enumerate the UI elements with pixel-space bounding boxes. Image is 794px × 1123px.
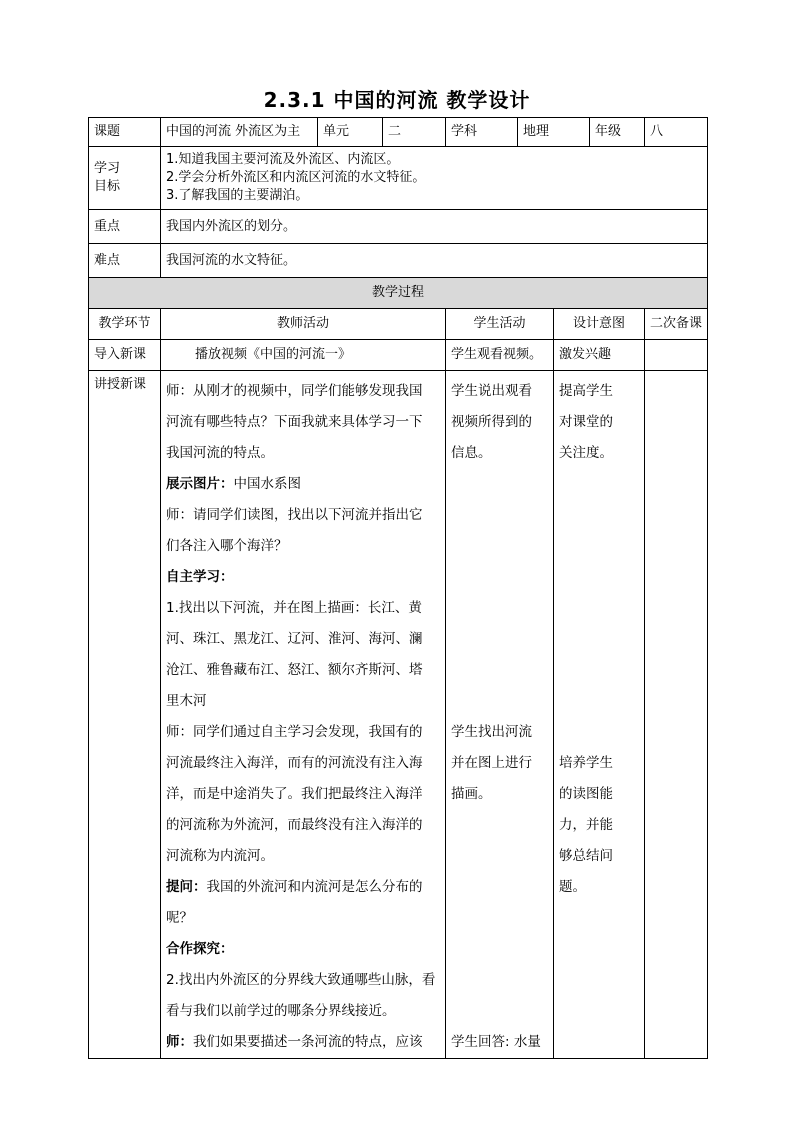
text-line	[451, 500, 548, 531]
col-header-student: 学生活动	[446, 309, 554, 340]
col-header-intent: 设计意图	[554, 309, 645, 340]
goals-list	[161, 147, 708, 210]
main-intent	[554, 371, 645, 1059]
text-line: 河流最终注入海洋，而有的河流没有注入海	[166, 755, 423, 771]
text-line	[559, 500, 639, 531]
text-line	[166, 1027, 440, 1058]
intro-stage: 导入新课	[89, 340, 161, 371]
difficulty-label: 难点	[89, 244, 161, 278]
topic-label: 课题	[89, 118, 161, 147]
column-header-row	[89, 309, 708, 340]
text-line	[166, 934, 440, 965]
text-line: 信息。	[451, 445, 492, 461]
text-line: 河流有哪些特点？下面我就来具体学习一下	[166, 414, 423, 430]
text-line: 1.找出以下河流，并在图上描画：长江、黄	[166, 600, 422, 616]
col-header-stage: 教学环节	[89, 309, 161, 340]
bold-lead: 自主学习：	[166, 569, 234, 585]
main-student	[446, 371, 554, 1059]
line-text: 中国水系图	[233, 476, 301, 492]
text-line: 并在图上进行	[451, 755, 532, 771]
bold-lead: 提问：	[166, 879, 207, 895]
text-line: 河、珠江、黑龙江、辽河、淮河、海河、澜	[166, 631, 423, 647]
text-line: 的河流称为外流河，而最终没有注入海洋的	[166, 817, 423, 833]
text-line	[166, 872, 440, 903]
text-line: 沧江、雅鲁藏布江、怒江、额尔齐斯河、塔	[166, 662, 423, 678]
text-line	[451, 655, 548, 686]
text-line	[451, 593, 548, 624]
text-line	[451, 872, 548, 903]
line-text: 我国的外流河和内流河是怎么分布的	[206, 879, 423, 895]
bold-lead: 合作探究：	[166, 941, 234, 957]
main-teacher	[161, 371, 446, 1059]
text-line: 培养学生	[559, 755, 613, 771]
text-line: 看与我们以前学过的哪条分界线接近。	[166, 1003, 396, 1019]
lesson-plan-table	[88, 117, 708, 1059]
goals-row	[89, 147, 708, 210]
key-point-row	[89, 210, 708, 244]
text-line: 学生找出河流	[451, 724, 532, 740]
subject-label: 学科	[446, 118, 518, 147]
key-point-text: 我国内外流区的划分。	[161, 210, 708, 244]
text-line: 提高学生	[559, 383, 613, 399]
unit-value: 二	[383, 118, 446, 147]
text-line: 呢？	[166, 910, 193, 926]
text-line	[451, 686, 548, 717]
intro-intent: 激发兴趣	[554, 340, 645, 371]
text-line	[559, 717, 639, 748]
text-line	[166, 562, 440, 593]
subject-value: 地理	[518, 118, 590, 147]
text-line	[451, 469, 548, 500]
grade-label: 年级	[590, 118, 645, 147]
key-point-label: 重点	[89, 210, 161, 244]
text-line	[451, 934, 548, 965]
text-line	[559, 686, 639, 717]
text-line: 里木河	[166, 693, 207, 709]
text-line	[166, 469, 440, 500]
process-header-row	[89, 278, 708, 309]
text-line: 师：同学们通过自主学习会发现，我国有的	[166, 724, 423, 740]
text-line	[451, 624, 548, 655]
text-line: 师：请同学们读图，找出以下河流并指出它	[166, 507, 423, 523]
text-line: 力，并能	[559, 817, 613, 833]
line-text: 我们如果要描述一条河流的特点，应该	[193, 1034, 423, 1050]
text-line	[451, 841, 548, 872]
text-line: 视频所得到的	[451, 414, 532, 430]
difficulty-text: 我国河流的水文特征。	[161, 244, 708, 278]
text-line	[559, 562, 639, 593]
goal-item: 2.学会分析外流区和内流区河流的水文特征。	[166, 170, 426, 185]
text-line	[451, 996, 548, 1027]
text-line: 的读图能	[559, 786, 613, 802]
text-line: 够总结问	[559, 848, 613, 864]
intro-student: 学生观看视频。	[446, 340, 554, 371]
text-line: 描画。	[451, 786, 492, 802]
grade-value: 八	[645, 118, 708, 147]
text-line: 学生说出观看	[451, 383, 532, 399]
text-line	[451, 562, 548, 593]
text-line	[451, 531, 548, 562]
document-title: 2.3.1 中国的河流 教学设计	[263, 88, 531, 112]
bold-lead: 师：	[166, 1034, 193, 1050]
text-line: 关注度。	[559, 445, 613, 461]
text-line	[451, 965, 548, 996]
process-header: 教学过程	[89, 278, 708, 309]
info-row	[89, 118, 708, 147]
main-stage: 讲授新课	[89, 371, 161, 1059]
text-line	[451, 903, 548, 934]
text-line: 师：从刚才的视频中，同学们能够发现我国	[166, 383, 423, 399]
text-line: 学生回答: 水量	[451, 1034, 541, 1050]
text-line	[559, 655, 639, 686]
text-line: 2.找出内外流区的分界线大致通哪些山脉，看	[166, 972, 436, 988]
text-line: 我国河流的特点。	[166, 445, 274, 461]
text-line	[559, 531, 639, 562]
text-line	[559, 624, 639, 655]
text-line	[559, 593, 639, 624]
unit-label: 单元	[318, 118, 383, 147]
intro-notes	[645, 340, 708, 371]
col-header-teacher: 教师活动	[161, 309, 446, 340]
topic-value: 中国的河流 外流区为主	[161, 118, 318, 147]
main-row	[89, 371, 708, 1059]
text-line: 洋，而是中途消失了。我们把最终注入海洋	[166, 786, 423, 802]
goal-item: 1.知道我国主要河流及外流区、内流区。	[166, 152, 400, 167]
goal-item: 3.了解我国的主要湖泊。	[166, 188, 309, 203]
col-header-notes: 二次备课	[645, 309, 708, 340]
text-line	[559, 469, 639, 500]
difficulty-row	[89, 244, 708, 278]
intro-row	[89, 340, 708, 371]
text-line: 对课堂的	[559, 414, 613, 430]
intro-teacher: 播放视频《中国的河流一》	[161, 340, 446, 371]
text-line: 河流称为内流河。	[166, 848, 274, 864]
text-line: 们各注入哪个海洋？	[166, 538, 288, 554]
bold-lead: 展示图片：	[166, 476, 234, 492]
main-notes	[645, 371, 708, 1059]
text-line: 题。	[559, 879, 586, 895]
text-line	[451, 810, 548, 841]
goals-label: 学习 目标	[89, 147, 161, 210]
